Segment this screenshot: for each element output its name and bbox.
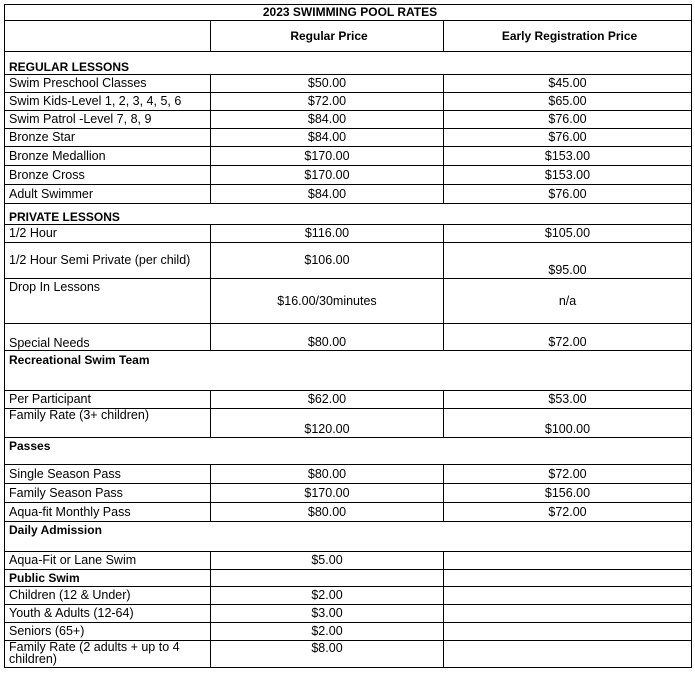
table-title: 2023 SWIMMING POOL RATES (5, 5, 692, 21)
early-price: $72.00 (444, 503, 692, 522)
early-price: $105.00 (444, 225, 692, 243)
regular-price: $2.00 (211, 623, 444, 641)
column-header-row (5, 21, 692, 52)
regular-price: $50.00 (211, 75, 444, 93)
item-name: Youth & Adults (12-64) (5, 605, 211, 623)
early-price-header: Early Registration Price (444, 21, 692, 52)
early-price: $53.00 (444, 391, 692, 409)
item-name: Family Rate (3+ children) (5, 409, 211, 438)
early-price: $76.00 (444, 111, 692, 129)
early-price: $65.00 (444, 93, 692, 111)
regular-price: $170.00 (211, 484, 444, 503)
empty-cell (211, 570, 444, 587)
table-row (5, 324, 692, 351)
early-price: $100.00 (444, 409, 692, 438)
regular-price: $5.00 (211, 552, 444, 570)
regular-price: $170.00 (211, 166, 444, 185)
table-row (5, 166, 692, 185)
item-name: Swim Preschool Classes (5, 75, 211, 93)
item-name: Aqua-fit Monthly Pass (5, 503, 211, 522)
table-row (5, 409, 692, 438)
section-row (5, 522, 692, 552)
early-price: $72.00 (444, 324, 692, 351)
regular-price: $62.00 (211, 391, 444, 409)
early-price: $76.00 (444, 129, 692, 147)
item-name: Special Needs (5, 324, 211, 351)
early-price: $45.00 (444, 75, 692, 93)
item-name: Drop In Lessons (5, 279, 211, 324)
item-name: Seniors (65+) (5, 623, 211, 641)
regular-price: $16.00/30minutes (211, 279, 444, 324)
table-row (5, 484, 692, 503)
empty-cell (444, 570, 692, 587)
item-name: Per Participant (5, 391, 211, 409)
section-heading-regular-lessons: REGULAR LESSONS (5, 52, 692, 75)
item-name: Swim Patrol -Level 7, 8, 9 (5, 111, 211, 129)
regular-price: $120.00 (211, 409, 444, 438)
section-row (5, 570, 692, 587)
table-row (5, 147, 692, 166)
section-heading-private-lessons: PRIVATE LESSONS (5, 204, 692, 225)
table-row (5, 503, 692, 522)
early-price (444, 623, 692, 641)
regular-price: $3.00 (211, 605, 444, 623)
table-row (5, 75, 692, 93)
table-row (5, 465, 692, 484)
section-row (5, 204, 692, 225)
early-price: $76.00 (444, 185, 692, 204)
regular-price: $80.00 (211, 503, 444, 522)
item-name: Family Rate (2 adults + up to 4 children) (5, 641, 211, 668)
item-name: Aqua-Fit or Lane Swim (5, 552, 211, 570)
item-name: Swim Kids-Level 1, 2, 3, 4, 5, 6 (5, 93, 211, 111)
table-row (5, 111, 692, 129)
regular-price: $116.00 (211, 225, 444, 243)
early-price: n/a (444, 279, 692, 324)
regular-price: $80.00 (211, 465, 444, 484)
section-heading-public-swim: Public Swim (5, 570, 211, 587)
item-name: Single Season Pass (5, 465, 211, 484)
table-row (5, 279, 692, 324)
section-row (5, 438, 692, 465)
item-name: Family Season Pass (5, 484, 211, 503)
regular-price: $84.00 (211, 111, 444, 129)
early-price: $95.00 (444, 243, 692, 279)
item-name: 1/2 Hour (5, 225, 211, 243)
early-price (444, 605, 692, 623)
regular-price: $8.00 (211, 641, 444, 668)
regular-price: $72.00 (211, 93, 444, 111)
item-name: Bronze Medallion (5, 147, 211, 166)
item-name: 1/2 Hour Semi Private (per child) (5, 243, 211, 279)
header-blank-cell (5, 21, 211, 52)
table-row (5, 641, 692, 668)
table-row (5, 243, 692, 279)
table-row (5, 587, 692, 605)
early-price: $153.00 (444, 147, 692, 166)
regular-price: $84.00 (211, 129, 444, 147)
item-name: Adult Swimmer (5, 185, 211, 204)
table-row (5, 225, 692, 243)
regular-price: $106.00 (211, 243, 444, 279)
regular-price: $2.00 (211, 587, 444, 605)
table-row (5, 552, 692, 570)
item-name: Bronze Cross (5, 166, 211, 185)
regular-price: $170.00 (211, 147, 444, 166)
section-heading-daily-admission: Daily Admission (5, 522, 692, 552)
early-price (444, 552, 692, 570)
table-row (5, 185, 692, 204)
early-price: $153.00 (444, 166, 692, 185)
table-row (5, 93, 692, 111)
table-row (5, 129, 692, 147)
section-row (5, 351, 692, 391)
item-name: Bronze Star (5, 129, 211, 147)
early-price: $156.00 (444, 484, 692, 503)
table-row (5, 605, 692, 623)
item-name: Children (12 & Under) (5, 587, 211, 605)
section-heading-passes: Passes (5, 438, 692, 465)
early-price (444, 587, 692, 605)
table-row (5, 623, 692, 641)
section-row (5, 52, 692, 75)
table-row (5, 391, 692, 409)
regular-price: $84.00 (211, 185, 444, 204)
early-price (444, 641, 692, 668)
regular-price: $80.00 (211, 324, 444, 351)
section-heading-swim-team: Recreational Swim Team (5, 351, 692, 391)
title-row (5, 5, 692, 21)
early-price: $72.00 (444, 465, 692, 484)
rates-table (4, 4, 692, 668)
regular-price-header: Regular Price (211, 21, 444, 52)
